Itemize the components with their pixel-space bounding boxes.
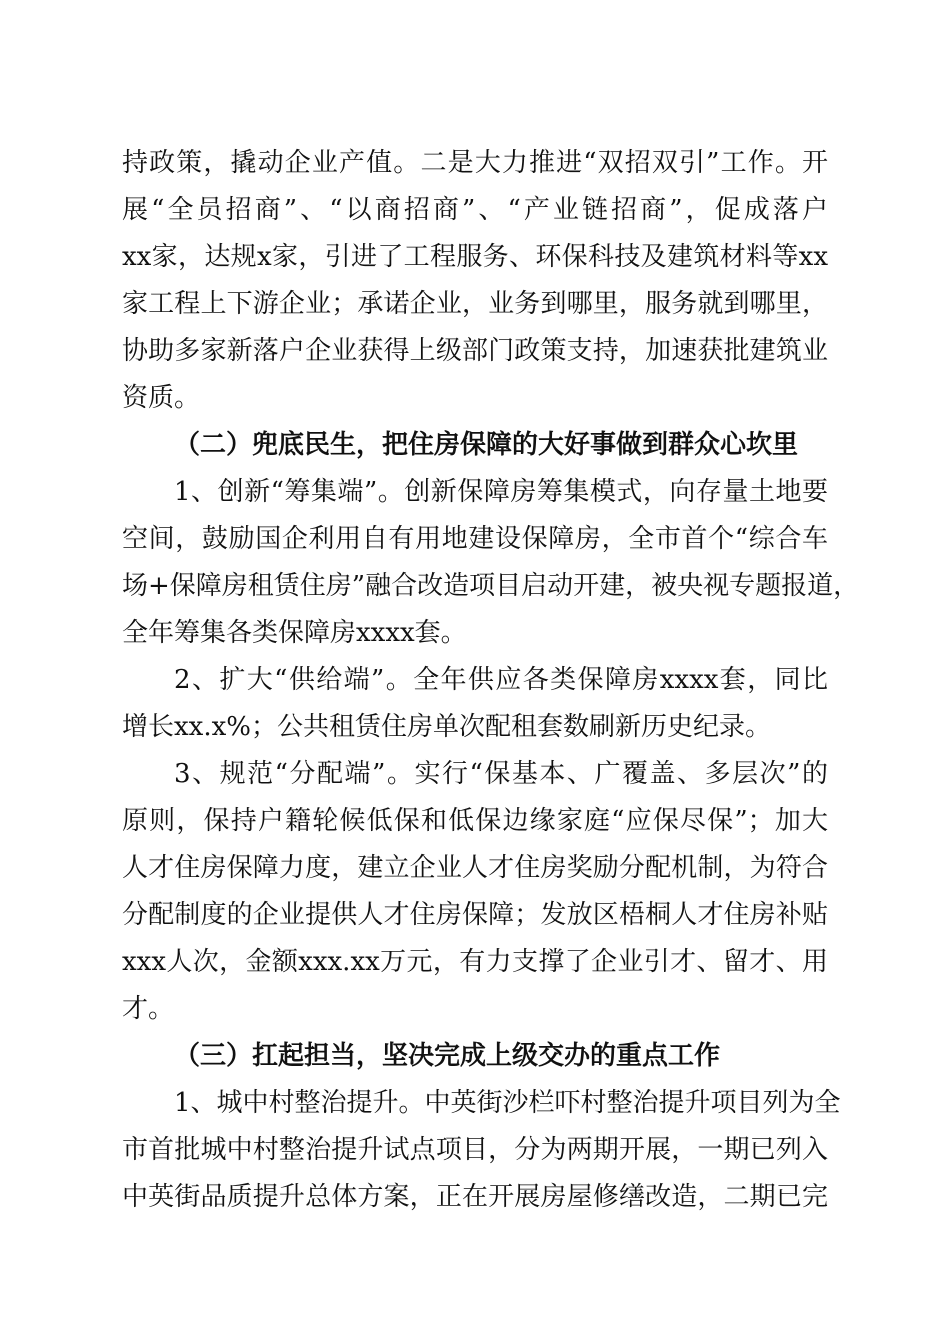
body-text-line: 持政策，撬动企业产值。二是大力推进“双招双引”工作。开 [122,148,828,178]
body-text-line: xx家，达规x家，引进了工程服务、环保科技及建筑材料等xx [122,242,828,272]
paragraph-first-line: 1、创新“筹集端”。创新保障房筹集模式，向存量土地要 [174,477,828,507]
body-text-line: 原则，保持户籍轮候低保和低保边缘家庭“应保尽保”；加大 [122,806,828,836]
section-heading: （三）扛起担当，坚决完成上级交办的重点工作 [174,1041,721,1071]
body-text-line: 场+保障房租赁住房”融合改造项目启动开建，被央视专题报道， [122,571,860,601]
body-text-line: 增长xx.x%；公共租赁住房单次配租套数刷新历史纪录。 [122,712,771,742]
paragraph-first-line: 3、规范“分配端”。实行“保基本、广覆盖、多层次”的 [174,759,828,789]
body-text-line: 协助多家新落户企业获得上级部门政策支持，加速获批建筑业 [122,336,828,366]
body-text-line: 人才住房保障力度，建立企业人才住房奖励分配机制，为符合 [122,853,828,883]
paragraph-first-line: 1、城中村整治提升。中英街沙栏吓村整治提升项目列为全 [174,1088,841,1118]
body-text-line: 展“全员招商”、“以商招商”、“产业链招商”，促成落户 [122,195,828,225]
section-heading: （二）兜底民生，把住房保障的大好事做到群众心坎里 [174,430,799,460]
body-text-line: 全年筹集各类保障房xxxx套。 [122,618,467,648]
body-text-line: 中英街品质提升总体方案，正在开展房屋修缮改造，二期已完 [122,1182,828,1212]
body-text-line: 市首批城中村整治提升试点项目，分为两期开展，一期已列入 [122,1135,828,1165]
body-text-line: 资质。 [122,383,201,413]
paragraph-first-line: 2、扩大“供给端”。全年供应各类保障房xxxx套，同比 [174,665,828,695]
body-text-line: 才。 [122,994,175,1024]
body-text-line: xxx人次，金额xxx.xx万元，有力支撑了企业引才、留才、用 [122,947,828,977]
body-text-line: 分配制度的企业提供人才住房保障；发放区梧桐人才住房补贴 [122,900,828,930]
body-text-line: 家工程上下游企业；承诺企业，业务到哪里，服务就到哪里， [122,289,828,319]
body-text-line: 空间，鼓励国企利用自有用地建设保障房，全市首个“综合车 [122,524,828,554]
